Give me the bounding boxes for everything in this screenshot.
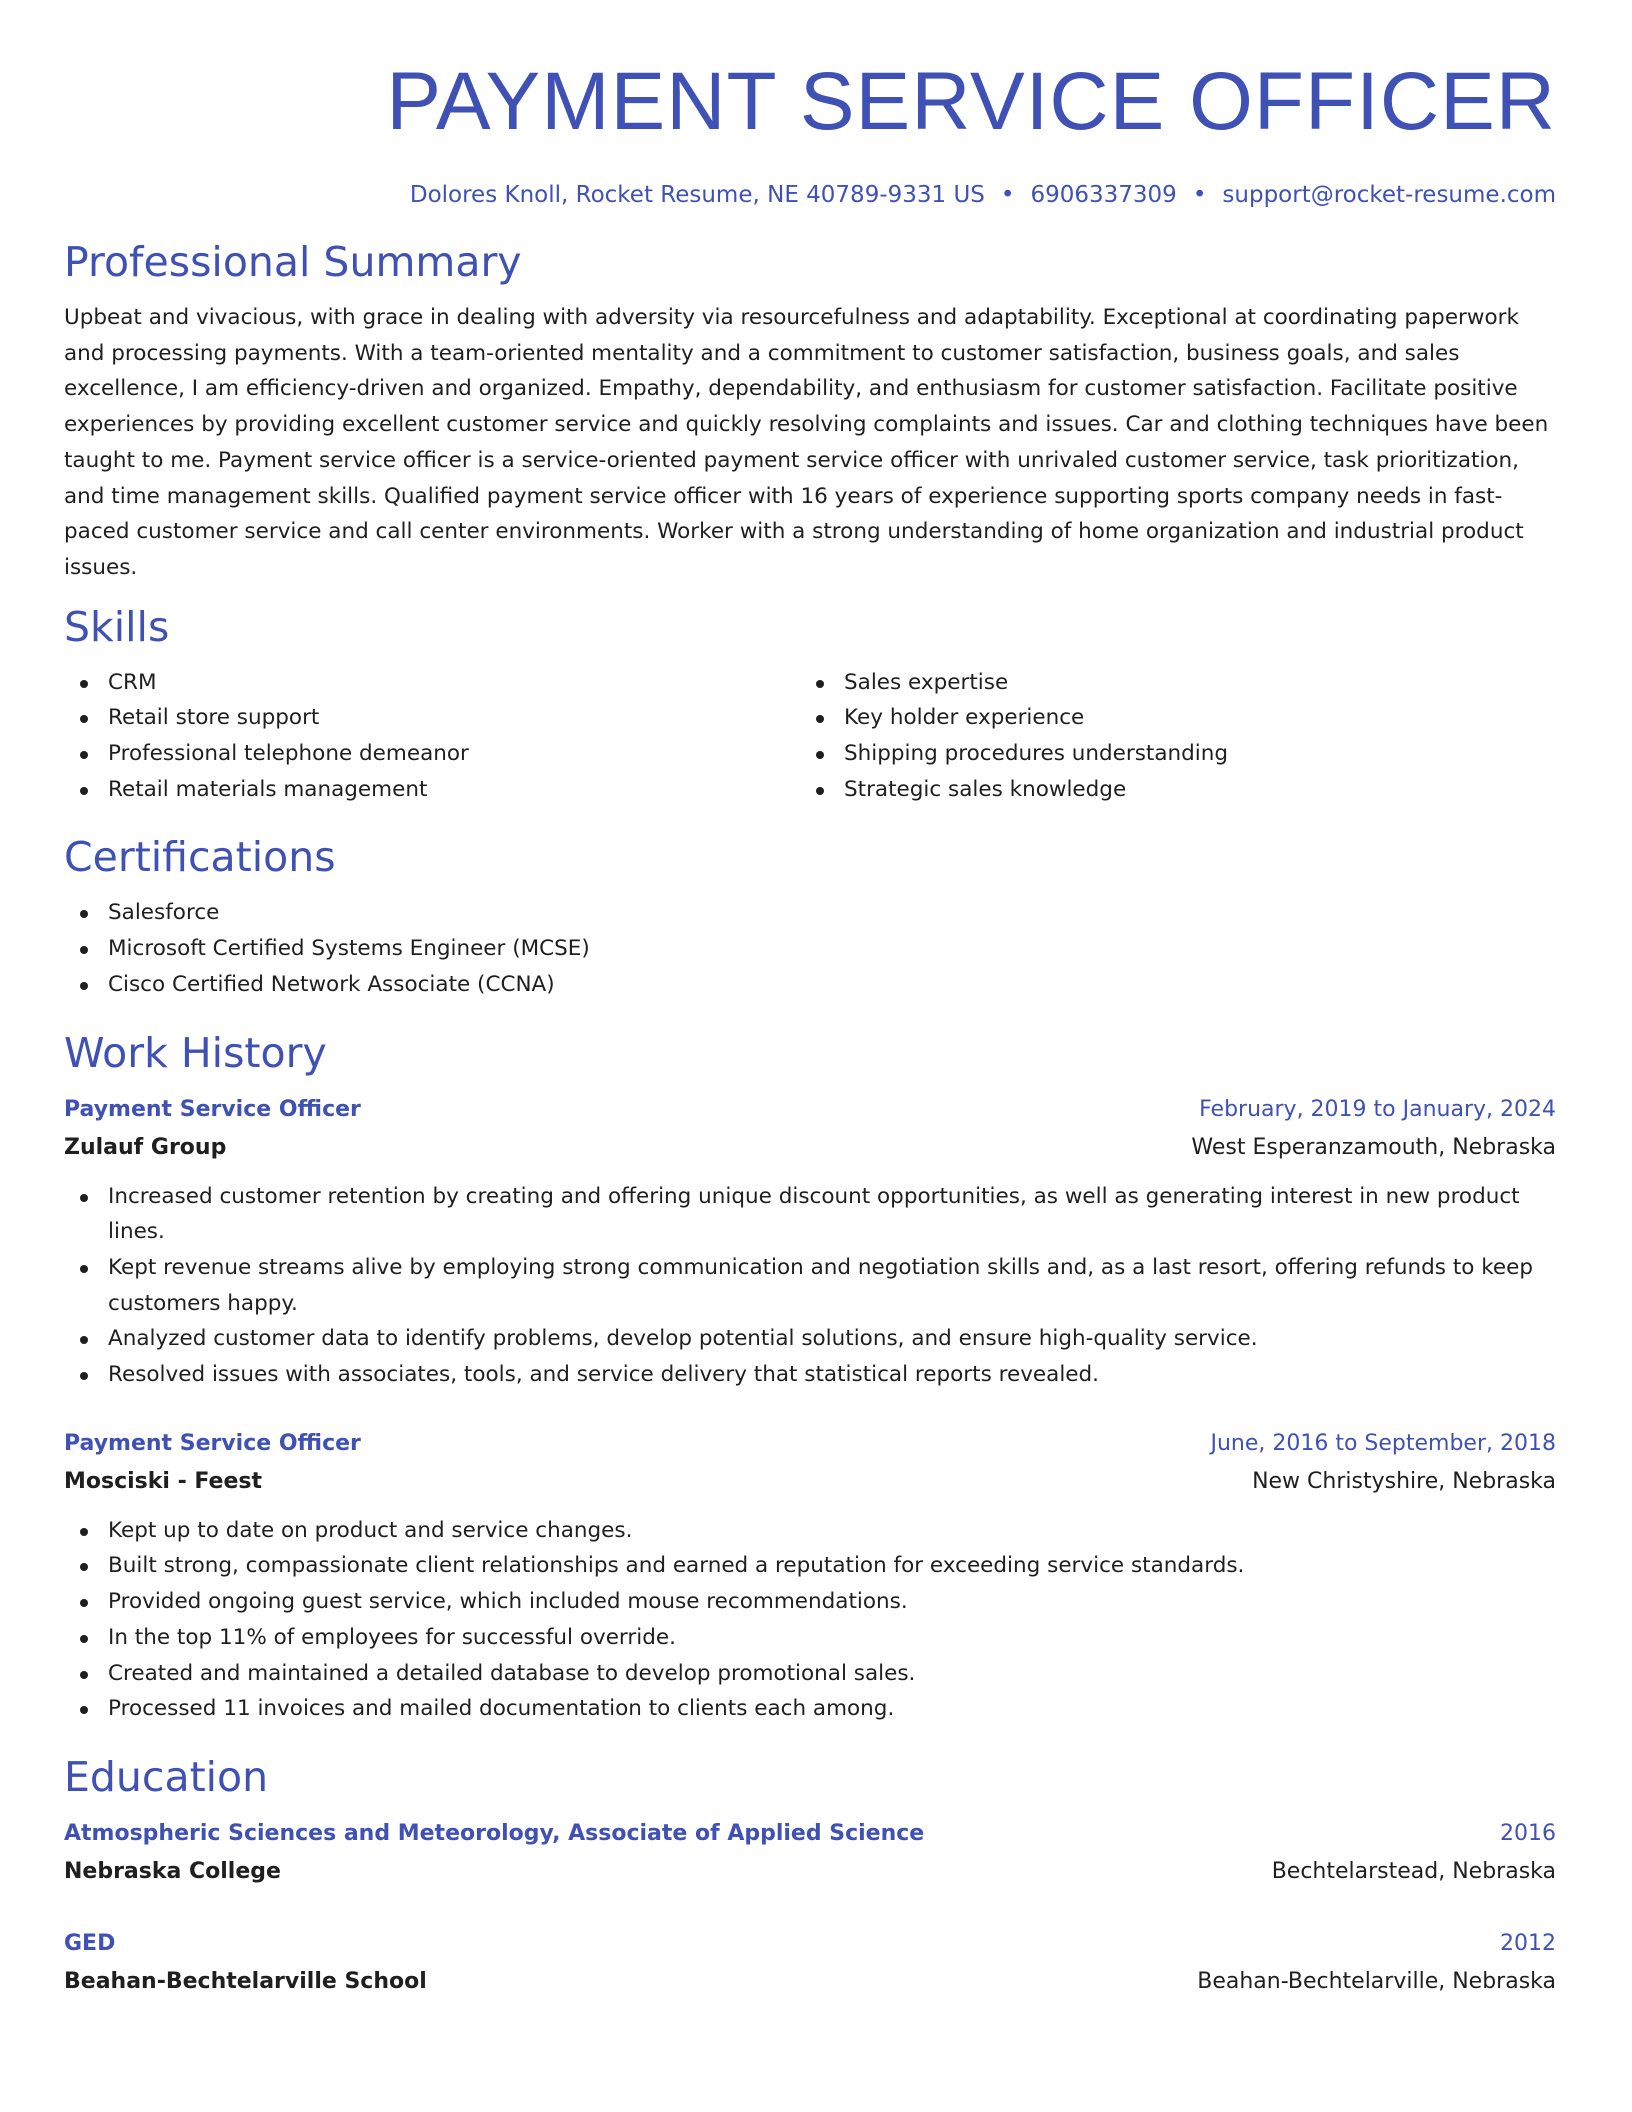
certification-item: Salesforce [64,895,1556,931]
skills-column-right [800,665,1536,808]
certification-item: Microsoft Certified Systems Engineer (MCSE) [64,931,1556,967]
contact-separator: • [1000,182,1015,208]
job-bullet: Kept up to date on product and service changes. [64,1513,1556,1549]
education-school: Beahan-Bechtelarville School [64,1968,427,1994]
job-title: Payment Service Officer [64,1096,361,1122]
job-title: Payment Service Officer [64,1430,361,1456]
job-bullet: Analyzed customer data to identify problems, develop potential solutions, and ensure high-quality service. [64,1321,1556,1357]
skill-item: Shipping procedures understanding [800,736,1536,772]
certifications-heading: Certifications [64,833,336,882]
education-location: Bechtelarstead, Nebraska [1271,1858,1556,1884]
education-header [64,1925,1556,1963]
contact-line [64,178,1556,212]
skill-item: Strategic sales knowledge [800,772,1536,808]
education-year: 2016 [1500,1820,1556,1846]
job-subheader [64,1463,1556,1501]
certifications-list [64,895,1556,1002]
job-company: Mosciski - Feest [64,1468,262,1494]
job-bullets [64,1513,1556,1727]
skill-item: Retail materials management [64,772,800,808]
education-school: Nebraska College [64,1858,281,1884]
job-bullets [64,1179,1556,1393]
skill-item: Sales expertise [800,665,1536,701]
skill-item: CRM [64,665,800,701]
job-bullet: In the top 11% of employees for successful override. [64,1620,1556,1656]
education-subheader [64,1963,1556,2001]
job-company: Zulauf Group [64,1134,227,1160]
job-header [64,1091,1556,1129]
skills-column-left [64,665,800,808]
job-dates: June, 2016 to September, 2018 [1210,1430,1556,1456]
skills-heading: Skills [64,602,170,651]
job-bullet: Processed 11 invoices and mailed documentation to clients each among. [64,1691,1556,1727]
skill-item: Retail store support [64,700,800,736]
education-heading: Education [64,1752,269,1801]
education-header [64,1815,1556,1853]
job-bullet: Provided ongoing guest service, which included mouse recommendations. [64,1584,1556,1620]
job-bullet: Created and maintained a detailed database to develop promotional sales. [64,1656,1556,1692]
summary-heading: Professional Summary [64,238,522,286]
job-header [64,1425,1556,1463]
contact-phone: 6906337309 [1030,182,1177,208]
job-bullet: Resolved issues with associates, tools, and service delivery that statistical reports revealed. [64,1357,1556,1393]
job-dates: February, 2019 to January, 2024 [1199,1096,1556,1122]
job-subheader [64,1129,1556,1167]
education-degree: GED [64,1930,116,1956]
job-entry [64,1425,1556,1727]
job-entry [64,1091,1556,1393]
contact-email: support@rocket-resume.com [1222,182,1556,208]
education-entry [64,1925,1556,2001]
skills-list [64,665,1556,808]
education-entry [64,1815,1556,1891]
job-bullet: Kept revenue streams alive by employing strong communication and negotiation skills and, as a last resort, offering refunds to keep customers happy. [64,1250,1556,1321]
skill-item: Key holder experience [800,700,1536,736]
job-bullet: Built strong, compassionate client relationships and earned a reputation for exceeding service standards. [64,1548,1556,1584]
education-subheader [64,1853,1556,1891]
contact-address: Dolores Knoll, Rocket Resume, NE 40789-9331 US [409,182,985,208]
education-degree: Atmospheric Sciences and Meteorology, Associate of Applied Science [64,1820,925,1846]
education-location: Beahan-Bechtelarville, Nebraska [1197,1968,1556,1994]
job-location: New Christyshire, Nebraska [1252,1468,1556,1494]
job-bullet: Increased customer retention by creating and offering unique discount opportunities, as well as generating interest in new product lines. [64,1179,1556,1250]
work-history-heading: Work History [64,1028,327,1077]
contact-separator: • [1192,182,1207,208]
resume-title: PAYMENT SERVICE OFFICER [386,56,1556,147]
summary-text: Upbeat and vivacious, with grace in dealing with adversity via resourcefulness and adaptability. Exceptional at coordinating paperwork and processing payments. With a team-oriented mentality and a commitment to customer satisfaction, business goals, and sales excellence, I am efficiency-driven and organized. Empathy, dependability, and enthusiasm for customer satisfaction. Facilitate positive experiences by providing excellent customer service and quickly resolving complaints and issues. Car and clothing techniques have been taught to me. Payment service officer is a service-oriented payment service officer with unrivaled customer service, task prioritization, and time management skills. Qualified payment service officer with 16 years of experience supporting sports company needs in fast-paced customer service and call center environments. Worker with a strong understanding of home organization and industrial product issues. [64,305,1549,580]
education-year: 2012 [1500,1930,1556,1956]
certification-item: Cisco Certified Network Associate (CCNA) [64,967,1556,1003]
skill-item: Professional telephone demeanor [64,736,800,772]
job-location: West Esperanzamouth, Nebraska [1191,1134,1556,1160]
resume-page [64,52,1556,2001]
